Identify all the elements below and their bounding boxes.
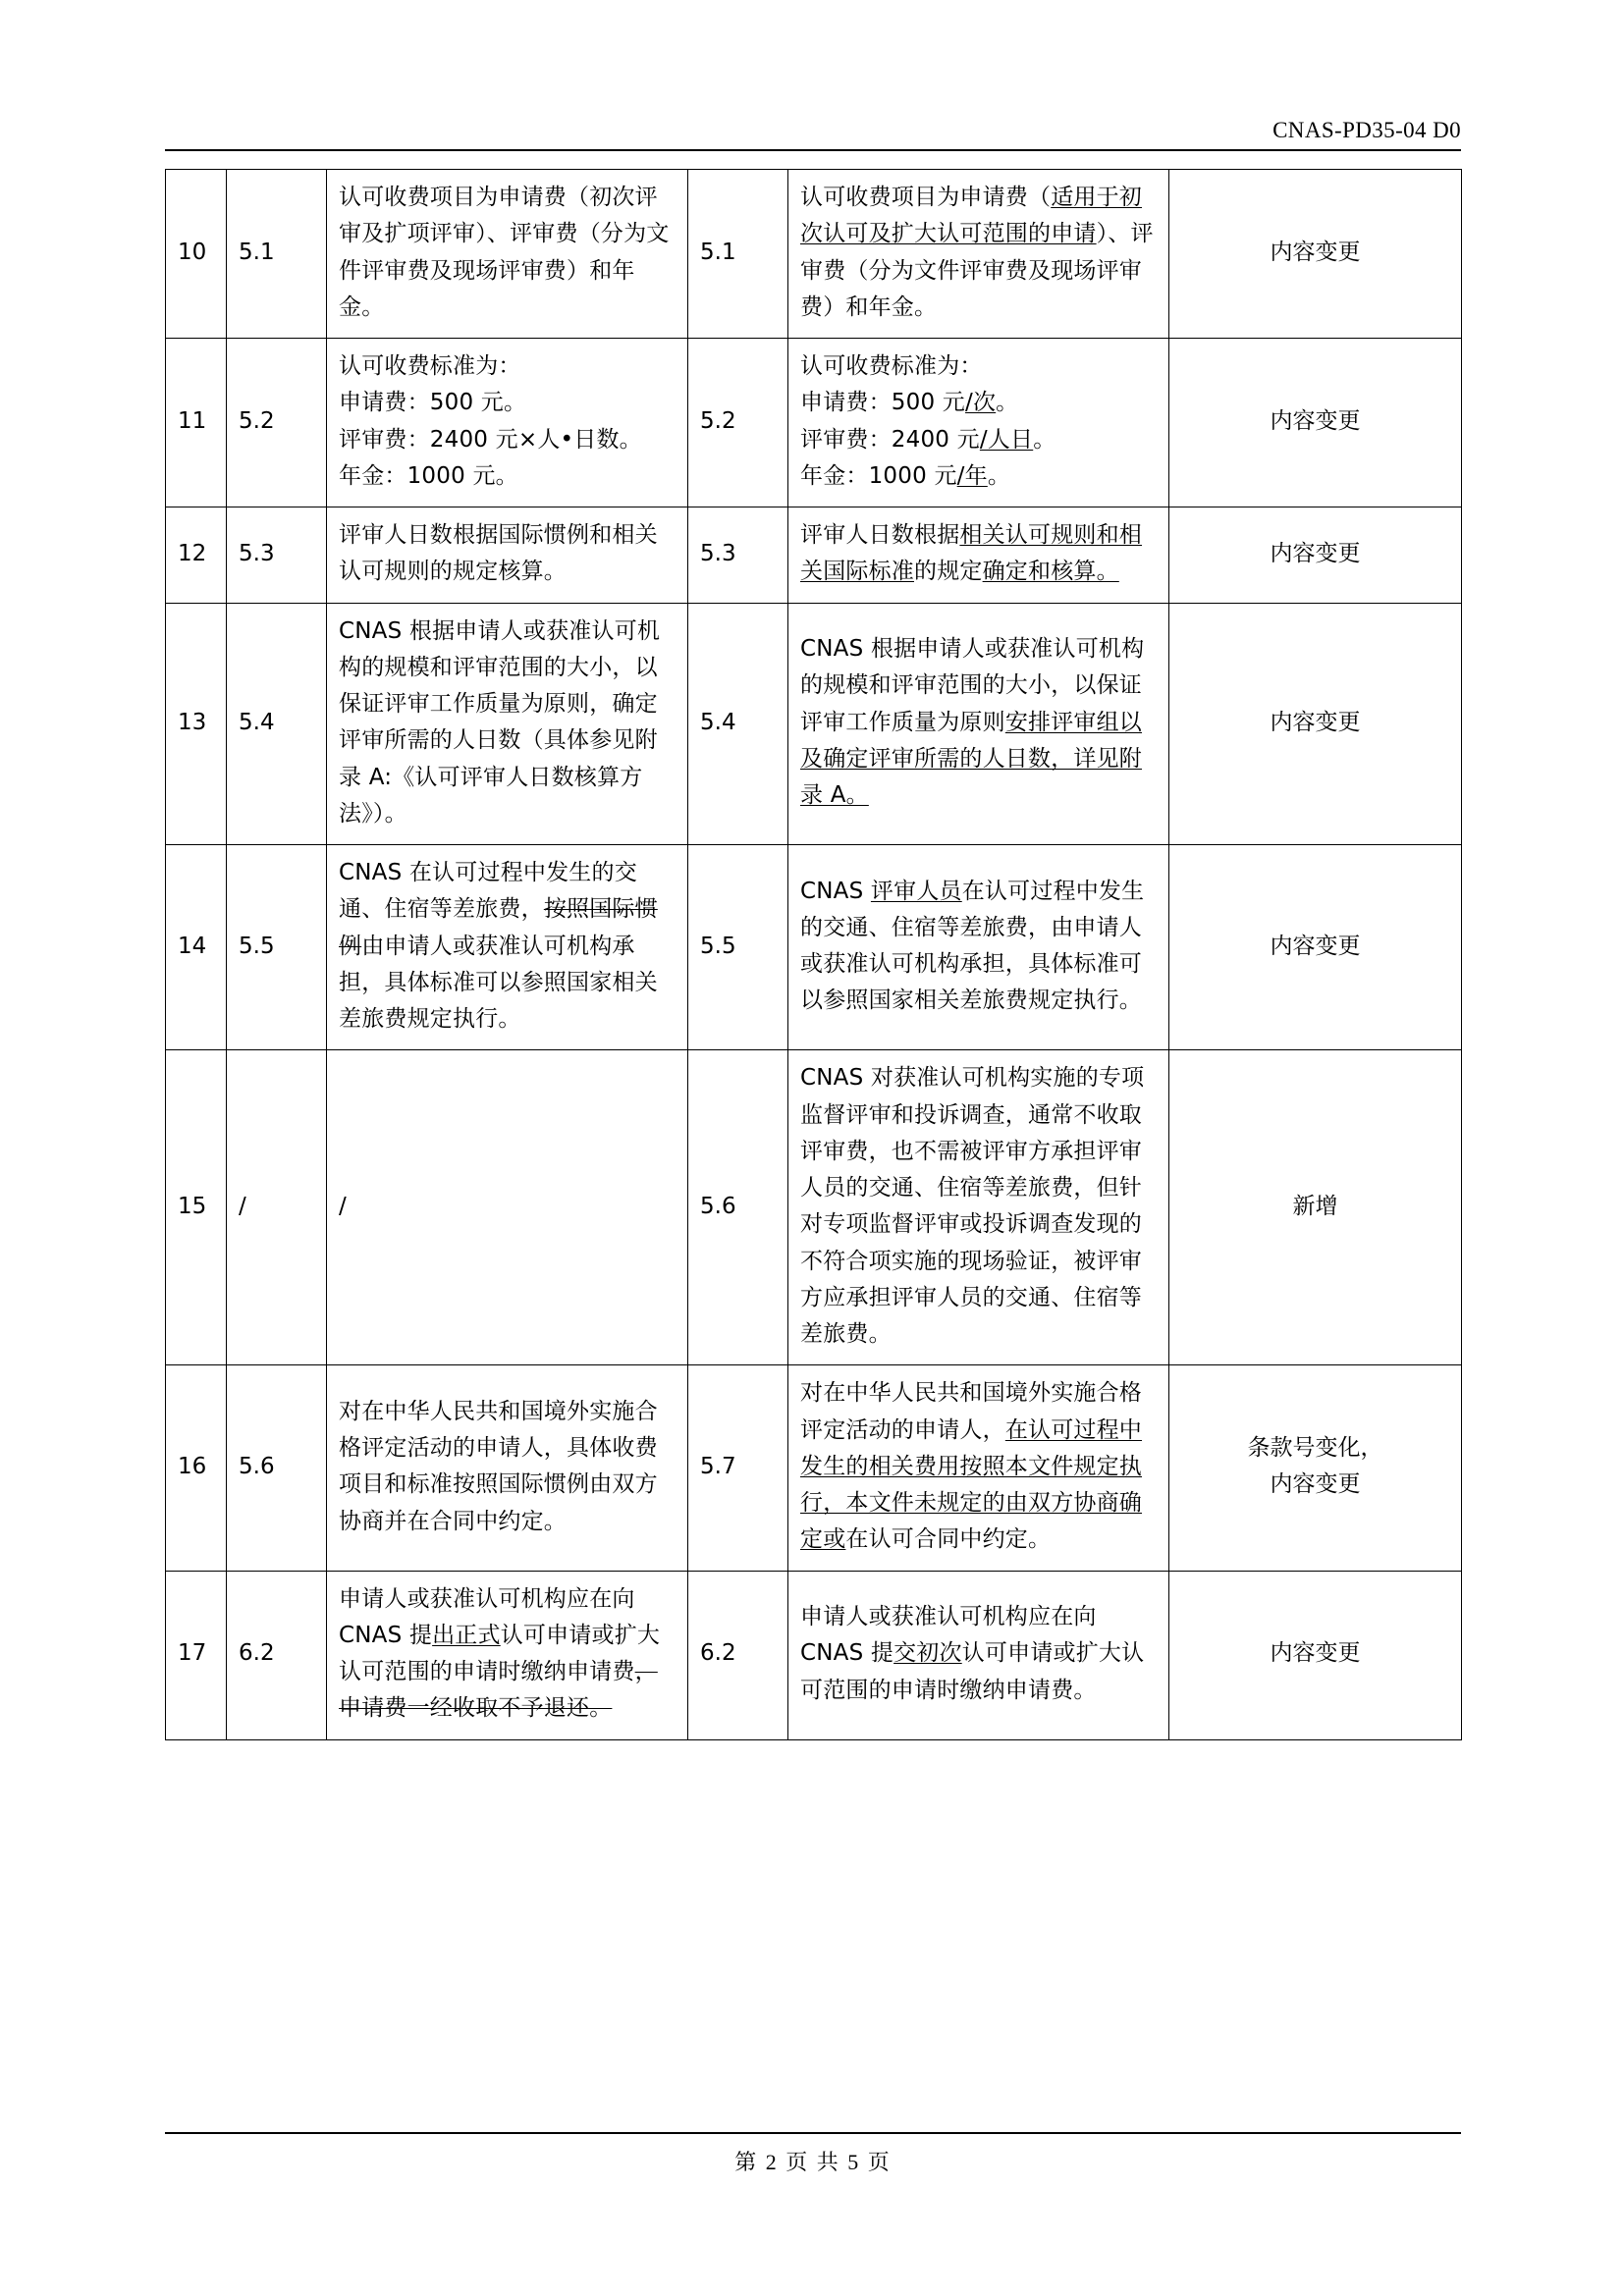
new-clause-number: 5.7 [688, 1365, 788, 1571]
change-type: 内容变更 [1169, 170, 1462, 339]
row-number: 16 [166, 1365, 227, 1571]
table-row [166, 845, 1462, 1050]
table-row [166, 1571, 1462, 1739]
change-type: 内容变更 [1169, 1571, 1462, 1739]
row-number: 17 [166, 1571, 227, 1739]
old-clause-number: 5.6 [227, 1365, 327, 1571]
old-text: CNAS 在认可过程中发生的交通、住宿等差旅费，按照国际惯例由申请人或获准认可机构承担，具体标准可以参照国家相关差旅费规定执行。 [327, 845, 688, 1050]
table-row [166, 603, 1462, 845]
old-text: 评审人日数根据国际惯例和相关认可规则的规定核算。 [327, 507, 688, 604]
table-row [166, 507, 1462, 604]
row-number: 13 [166, 603, 227, 845]
row-number: 10 [166, 170, 227, 339]
change-type: 新增 [1169, 1050, 1462, 1365]
row-number: 14 [166, 845, 227, 1050]
old-text: 对在中华人民共和国境外实施合格评定活动的申请人，具体收费项目和标准按照国际惯例由双方协商并在合同中约定。 [327, 1365, 688, 1571]
new-text: 认可收费标准为： 申请费：500 元/次。 评审费：2400 元/人日。 年金：1000 元/年。 [788, 339, 1169, 507]
footer-divider [165, 2132, 1461, 2134]
page-footer: 第 2 页 共 5 页 [734, 2150, 892, 2174]
table-row [166, 1365, 1462, 1571]
old-clause-number: 5.3 [227, 507, 327, 604]
header-divider [165, 149, 1461, 151]
old-clause-number: 5.2 [227, 339, 327, 507]
table-row [166, 339, 1462, 507]
revision-comparison-table [165, 169, 1462, 1740]
change-type [1169, 1365, 1462, 1571]
new-clause-number: 5.3 [688, 507, 788, 604]
change-type-line-2: 内容变更 [1270, 1471, 1361, 1498]
new-text: 认可收费项目为申请费（适用于初次认可及扩大认可范围的申请）、评审费（分为文件评审费及现场评审费）和年金。 [788, 170, 1169, 339]
old-text: 认可收费标准为： 申请费：500 元。 评审费：2400 元×人•日数。 年金：1000 元。 [327, 339, 688, 507]
change-type: 内容变更 [1169, 507, 1462, 604]
new-text: CNAS 对获准认可机构实施的专项监督评审和投诉调查，通常不收取评审费，也不需被评审方承担评审人员的交通、住宿等差旅费，但针对专项监督评审或投诉调查发现的不符合项实施的现场验证，被评审方应承担评审人员的交通、住宿等差旅费。 [788, 1050, 1169, 1365]
new-clause-number: 5.5 [688, 845, 788, 1050]
new-text: 对在中华人民共和国境外实施合格评定活动的申请人，在认可过程中发生的相关费用按照本文件规定执行，本文件未规定的由双方协商确定或在认可合同中约定。 [788, 1365, 1169, 1571]
change-type: 内容变更 [1169, 845, 1462, 1050]
new-text: CNAS 评审人员在认可过程中发生的交通、住宿等差旅费，由申请人或获准认可机构承担，具体标准可以参照国家相关差旅费规定执行。 [788, 845, 1169, 1050]
new-text: CNAS 根据申请人或获准认可机构的规模和评审范围的大小，以保证评审工作质量为原则安排评审组以及确定评审所需的人日数，详见附录 A。 [788, 603, 1169, 845]
old-clause-number: 5.4 [227, 603, 327, 845]
change-type: 内容变更 [1169, 603, 1462, 845]
new-clause-number: 6.2 [688, 1571, 788, 1739]
table-row [166, 170, 1462, 339]
row-number: 11 [166, 339, 227, 507]
old-clause-number: 5.5 [227, 845, 327, 1050]
change-type-line-1: 条款号变化， [1247, 1435, 1383, 1462]
new-clause-number: 5.6 [688, 1050, 788, 1365]
new-text: 评审人日数根据相关认可规则和相关国际标准的规定确定和核算。 [788, 507, 1169, 604]
table-row [166, 1050, 1462, 1365]
row-number: 12 [166, 507, 227, 604]
old-text: CNAS 根据申请人或获准认可机构的规模和评审范围的大小，以保证评审工作质量为原则，确定评审所需的人日数（具体参见附录 A:《认可评审人日数核算方法》）。 [327, 603, 688, 845]
new-clause-number: 5.4 [688, 603, 788, 845]
change-type: 内容变更 [1169, 339, 1462, 507]
new-clause-number: 5.1 [688, 170, 788, 339]
new-clause-number: 5.2 [688, 339, 788, 507]
new-text: 申请人或获准认可机构应在向 CNAS 提交初次认可申请或扩大认可范围的申请时缴纳申请费。 [788, 1571, 1169, 1739]
old-clause-number: 6.2 [227, 1571, 327, 1739]
old-text: / [327, 1050, 688, 1365]
old-text: 申请人或获准认可机构应在向 CNAS 提出正式认可申请或扩大认可范围的申请时缴纳申请费，申请费一经收取不予退还。 [327, 1571, 688, 1739]
row-number: 15 [166, 1050, 227, 1365]
page-header-doc-code: CNAS-PD35-04 D0 [1272, 118, 1461, 142]
old-text: 认可收费项目为申请费（初次评审及扩项评审）、评审费（分为文件评审费及现场评审费）和年金。 [327, 170, 688, 339]
old-clause-number: 5.1 [227, 170, 327, 339]
old-clause-number: / [227, 1050, 327, 1365]
